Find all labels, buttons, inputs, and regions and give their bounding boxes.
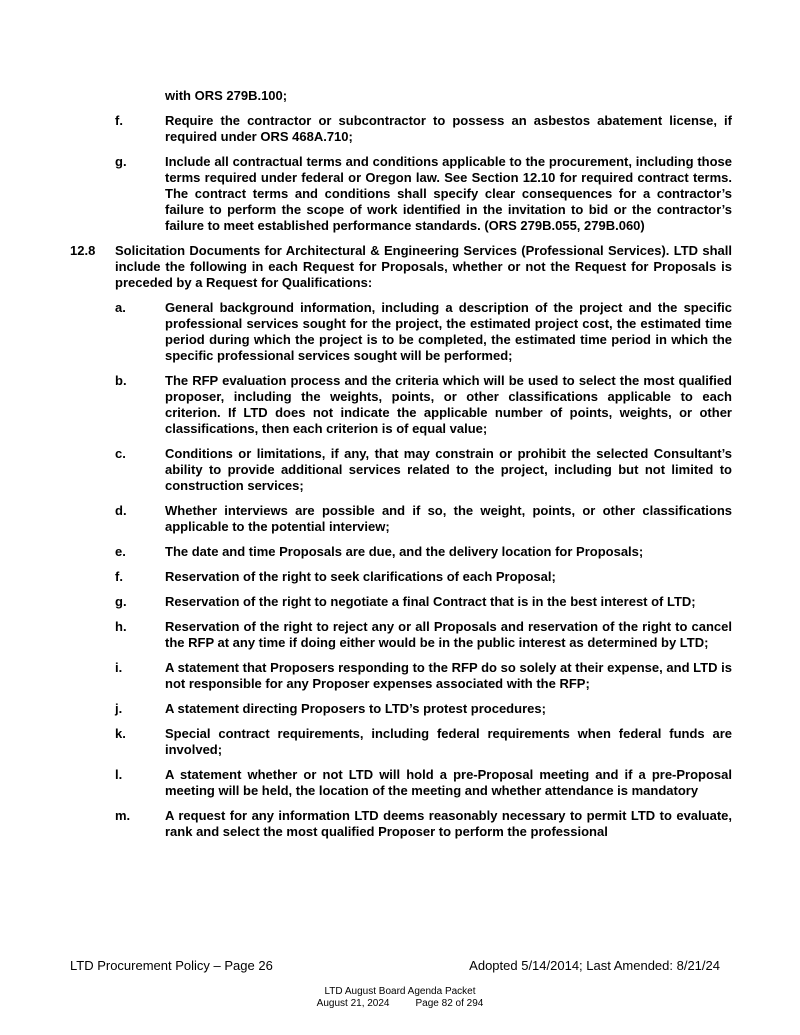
packet-date: August 21, 2024	[316, 998, 390, 1009]
page-content	[70, 88, 732, 849]
list-item-g2	[115, 594, 732, 610]
item-label: e.	[115, 544, 126, 559]
item-text: A statement that Proposers responding to the RFP do so solely at their expense, and LTD is not responsible for any Proposer expenses associated with the RFP;	[165, 660, 732, 691]
list-item-g	[115, 154, 732, 234]
item-label: i.	[115, 660, 123, 675]
item-text: A statement directing Proposers to LTD’s protest procedures;	[165, 701, 546, 716]
list-item-a	[115, 300, 732, 364]
packet-footer	[0, 986, 800, 1010]
list-item-l	[115, 767, 732, 799]
item-label: c.	[115, 446, 126, 461]
item-text: Include all contractual terms and conditions applicable to the procurement, including those terms required under federal or Oregon law. See Section 12.10 for required contract terms. The contract terms and conditions shall specify clear consequences for a contractor’s failure to perform the scope of work identified in the invitation to bid or the contractor’s failure to meet established performance standards. (ORS 279B.055, 279B.060)	[165, 154, 732, 233]
item-text: The RFP evaluation process and the criteria which will be used to select the most qualified proposer, including the weights, points, or other classifications applicable to each criterion. If LTD does not indicate the applicable number of points, weights, or other classifications, then each criterion is of equal value;	[165, 373, 732, 436]
packet-meta	[0, 998, 800, 1010]
item-text: Reservation of the right to reject any or all Proposals and reservation of the right to cancel the RFP at any time if doing either would be in the public interest as determined by LTD;	[165, 619, 732, 650]
section-12-8	[70, 243, 732, 291]
list-item-m	[115, 808, 732, 840]
section-heading-text: Solicitation Documents for Architectural & Engineering Services (Professional Services). LTD shall include the following in each Request for Proposals, whether or not the Request for Proposals is preceded by a Request for Qualifications:	[115, 243, 732, 290]
footer-right-text: Adopted 5/14/2014; Last Amended: 8/21/24	[469, 958, 720, 973]
item-label: l.	[115, 767, 123, 782]
list-item-c	[115, 446, 732, 494]
item-text: General background information, including a description of the project and the specific professional services sought for the project, the estimated project cost, the estimated time period during which the project is to be completed, the estimated time period in which the specific professional services sought will be performed;	[165, 300, 732, 363]
item-label: m.	[115, 808, 131, 823]
item-text: Special contract requirements, including federal requirements when federal funds are involved;	[165, 726, 732, 757]
packet-title: LTD August Board Agenda Packet	[324, 986, 476, 997]
item-text: A statement whether or not LTD will hold a pre-Proposal meeting and if a pre-Proposal meeting will be held, the location of the meeting and whether attendance is mandatory	[165, 767, 732, 798]
list-item-d	[115, 503, 732, 535]
item-label: h.	[115, 619, 127, 634]
item-text: A request for any information LTD deems reasonably necessary to permit LTD to evaluate, rank and select the most qualified Proposer to perform the professional	[165, 808, 732, 839]
item-text: Reservation of the right to seek clarifications of each Proposal;	[165, 569, 556, 584]
item-text: Conditions or limitations, if any, that may constrain or prohibit the selected Consultant’s ability to provide additional services related to the project, including but not limited to construction services;	[165, 446, 732, 493]
item-label: k.	[115, 726, 126, 741]
item-label: f.	[115, 569, 123, 584]
item-label: g.	[115, 154, 127, 169]
item-label: g.	[115, 594, 127, 609]
page-footer	[70, 958, 720, 973]
item-text: Require the contractor or subcontractor to possess an asbestos abatement license, if required under ORS 468A.710;	[165, 113, 732, 144]
list-item-h	[115, 619, 732, 651]
item-text: Reservation of the right to negotiate a final Contract that is in the best interest of LTD;	[165, 594, 696, 609]
list-item-i	[115, 660, 732, 692]
item-label: j.	[115, 701, 123, 716]
item-label: f.	[115, 113, 123, 128]
item-label: d.	[115, 503, 127, 518]
list-item-k	[115, 726, 732, 758]
list-item-f2	[115, 569, 732, 585]
footer-left-text: LTD Procurement Policy – Page 26	[70, 958, 273, 973]
continuation-line: with ORS 279B.100;	[165, 88, 288, 103]
item-label: b.	[115, 373, 127, 388]
list-item-b	[115, 373, 732, 437]
list-item-j	[115, 701, 732, 717]
list-item-f	[115, 113, 732, 145]
item-text: The date and time Proposals are due, and the delivery location for Proposals;	[165, 544, 644, 559]
list-item-e	[115, 544, 732, 560]
packet-page-number: Page 82 of 294	[415, 998, 484, 1009]
item-text: Whether interviews are possible and if so, the weight, points, or other classifications applicable to the potential interview;	[165, 503, 732, 534]
item-label: a.	[115, 300, 126, 315]
section-number: 12.8	[70, 243, 96, 258]
